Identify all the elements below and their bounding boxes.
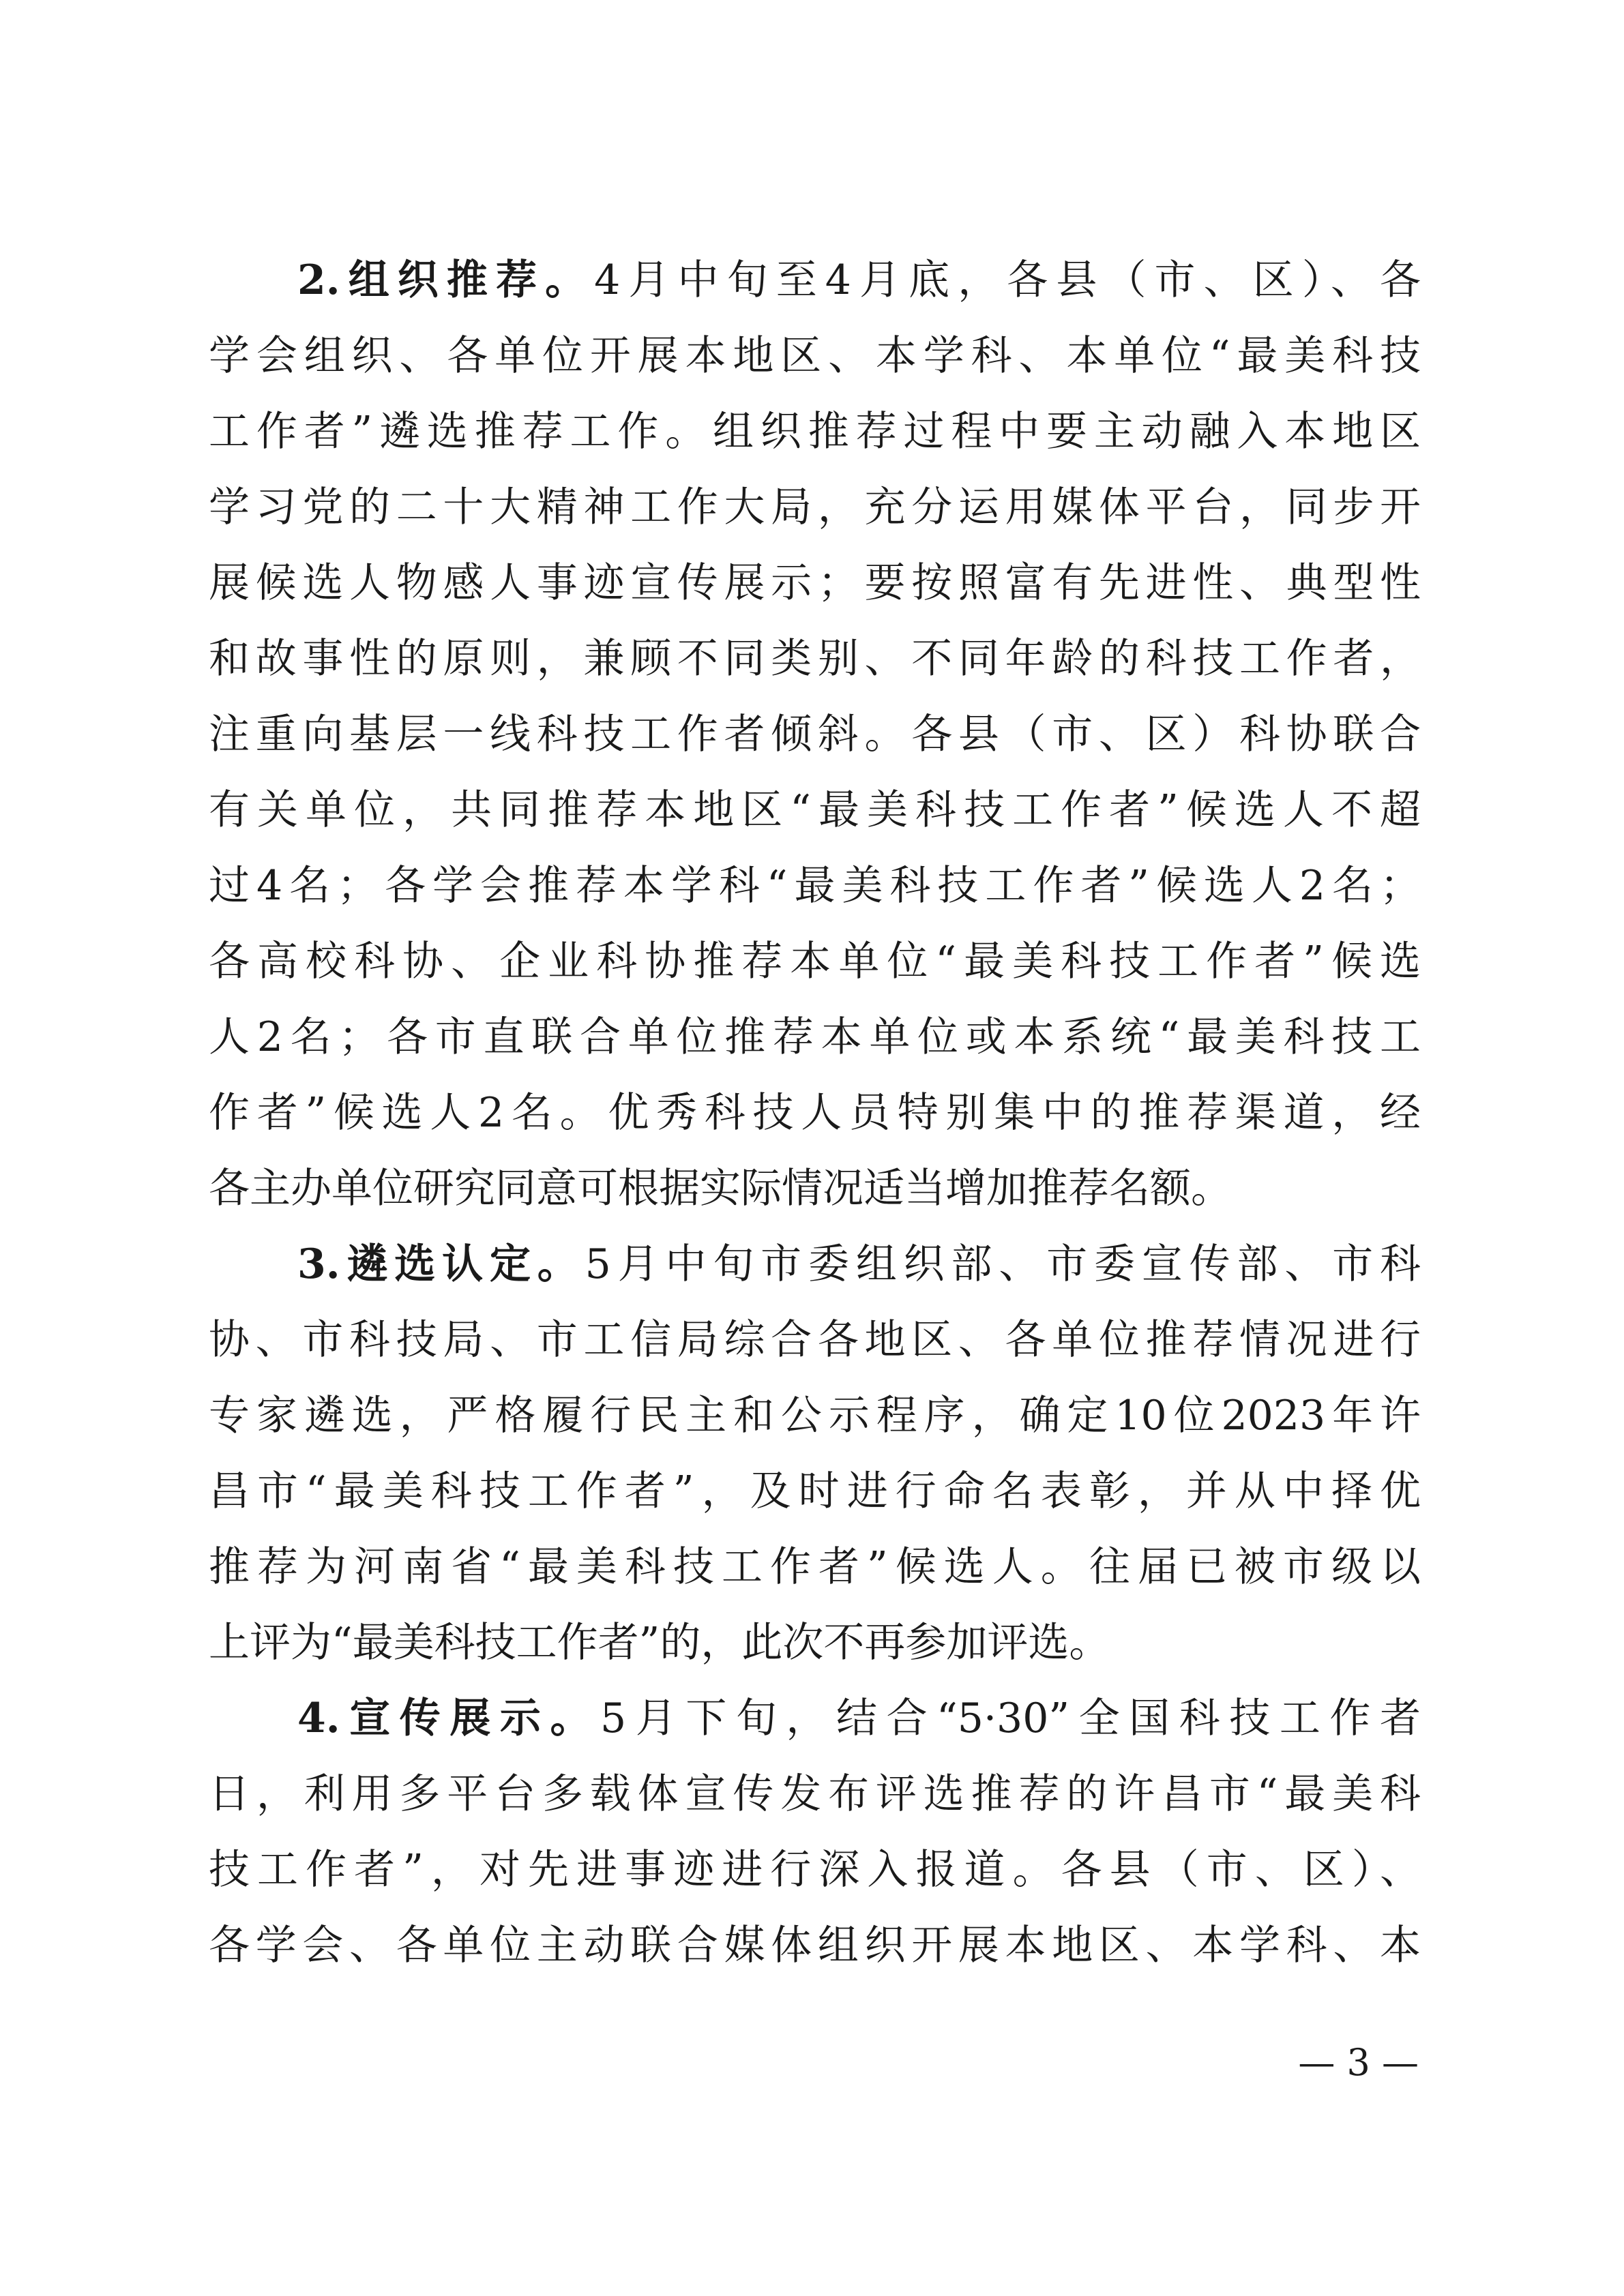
paragraph-text: 5月中旬市委组织部、市委宣传部、市科 [585, 1240, 1421, 1288]
paragraph-line: 昌市“最美科技工作者”，及时进行命名表彰，并从中择优 [209, 1467, 1421, 1515]
paragraph-line: 上评为“最美科技工作者”的，此次不再参加评选。 [209, 1619, 1110, 1667]
paragraph-line: 人2名；各市直联合单位推荐本单位或本系统“最美科技工 [209, 1013, 1421, 1061]
paragraph-line: 有关单位，共同推荐本地区“最美科技工作者”候选人不超 [209, 786, 1421, 834]
paragraph-line: 协、市科技局、市工信局综合各地区、各单位推荐情况进行 [209, 1316, 1421, 1364]
paragraph-line: 过4名；各学会推荐本学科“最美科技工作者”候选人2名； [209, 862, 1421, 910]
paragraph-line: 各学会、各单位主动联合媒体组织开展本地区、本学科、本 [209, 1922, 1421, 1969]
paragraph-text: 4月中旬至4月底，各县（市、区）、各 [594, 256, 1421, 304]
section-heading: 3.遴选认定。 [297, 1240, 585, 1288]
page-number: — 3 — [1298, 2041, 1419, 2084]
paragraph-line: 学会组织、各单位开展本地区、本学科、本单位“最美科技 [209, 332, 1421, 380]
paragraph-line: 注重向基层一线科技工作者倾斜。各县（市、区）科协联合 [209, 711, 1421, 758]
paragraph-line: 专家遴选，严格履行民主和公示程序，确定10位2023年许 [209, 1392, 1421, 1440]
paragraph-organize-recommend [209, 243, 1421, 1227]
paragraph-line: 和故事性的原则，兼顾不同类别、不同年龄的科技工作者， [209, 635, 1421, 683]
paragraph-text: 5月下旬，结合“5·30”全国科技工作者 [600, 1695, 1421, 1742]
paragraph-line [209, 243, 1421, 318]
paragraph-line [209, 1681, 1421, 1757]
paragraph-line: 日，利用多平台多载体宣传发布评选推荐的许昌市“最美科 [209, 1770, 1421, 1818]
paragraph-line: 推荐为河南省“最美科技工作者”候选人。往届已被市级以 [209, 1543, 1421, 1591]
paragraph-publicity-display [209, 1681, 1421, 1984]
section-heading: 4.宣传展示。 [297, 1695, 601, 1742]
paragraph-line: 各主办单位研究同意可根据实际情况适当增加推荐名额。 [209, 1165, 1232, 1212]
document-body [209, 243, 1421, 1984]
paragraph-line: 展候选人物感人事迹宣传展示；要按照富有先进性、典型性 [209, 559, 1421, 607]
paragraph-line [209, 1227, 1421, 1302]
paragraph-line: 学习党的二十大精神工作大局，充分运用媒体平台，同步开 [209, 483, 1421, 531]
paragraph-line: 作者”候选人2名。优秀科技人员特别集中的推荐渠道，经 [209, 1089, 1421, 1137]
paragraph-line: 技工作者”，对先进事迹进行深入报道。各县（市、区）、 [209, 1846, 1421, 1894]
paragraph-selection-confirmation [209, 1227, 1421, 1681]
paragraph-line: 各高校科协、企业科协推荐本单位“最美科技工作者”候选 [209, 938, 1421, 985]
paragraph-line: 工作者”遴选推荐工作。组织推荐过程中要主动融入本地区 [209, 408, 1421, 456]
section-heading: 2.组织推荐。 [297, 256, 595, 304]
